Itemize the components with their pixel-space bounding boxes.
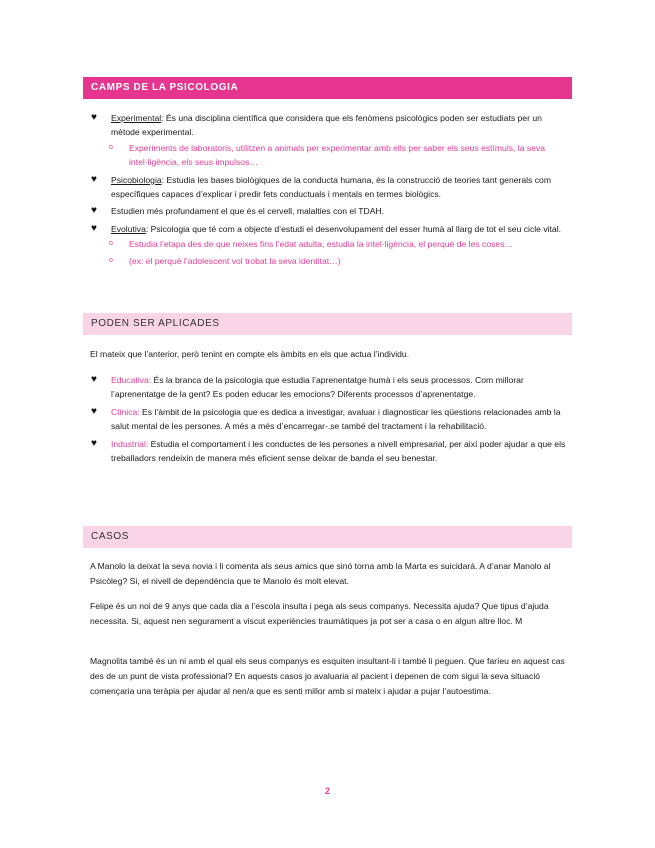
aplicades-list bbox=[91, 373, 569, 468]
section-header-camps: CAMPS DE LA PSICOLOGIA bbox=[83, 77, 572, 99]
cas-magnolita: Magnolita també és un ni amb el qual els seus companys es esquiten insultant-li i també li peguen. Que faríeu en aquest cas des de un punt de vista professional? En aquests casos jo avaluaria al pacient i depenen de com sigui la seva situació començaria una teràpia per ajudar al nen/a que es senti millor amb si mateix i ajudar a pujar l’autoestima. bbox=[90, 656, 565, 696]
list-item-educativa bbox=[91, 373, 569, 402]
section-header-aplicades: PODEN SER APLICADES bbox=[83, 313, 572, 335]
list-item-cervell bbox=[91, 204, 569, 218]
circle-icon: o bbox=[109, 143, 113, 151]
sub-item-text: Estudia l’etapa des de que neixes fins l’edat adulta, estudia la intel·ligència, el perquè de les coses… bbox=[129, 239, 514, 250]
heart-icon: ♥ bbox=[91, 173, 97, 185]
term-psicobiologia: Psicobiologia bbox=[111, 174, 162, 185]
page-number: 2 bbox=[324, 786, 330, 796]
section-header-casos: CASOS bbox=[83, 526, 572, 548]
list-item-evolutiva bbox=[91, 222, 569, 268]
list-item-psicobiologia bbox=[91, 173, 569, 202]
term-educativa: Educativa: bbox=[111, 375, 152, 385]
item-text: Estudia el comportament i les conductes de les persones a nivell empresarial, per així poder ajudar a que els treballadors rendeixin de manera més eficient sense deixar de banda el seu benestar. bbox=[111, 438, 566, 464]
cas-felipe: Felipe és un noi de 9 anys que cada dia a l’escola insulta i pega als seus companys. Necessita ajuda? Que tipus d’ajuda necessita. Si, aquest nen segurament a viscut experiències traumàtiques ja pot ser a casa o en algun altre lloc. M bbox=[90, 601, 549, 626]
list-item-experimental bbox=[91, 111, 569, 170]
camps-list bbox=[91, 111, 569, 271]
list-item-clinica bbox=[91, 405, 569, 434]
heart-icon: ♥ bbox=[91, 437, 97, 449]
heart-icon: ♥ bbox=[91, 222, 97, 234]
sub-item bbox=[109, 237, 569, 251]
item-text: És la branca de la psicologia que estudia l’aprenentatge humà i els seus processos. Com millorar l’aprenentatge de la gent? Es poden educar les emocions? Diferents processos d’aprenentatge. bbox=[111, 375, 524, 400]
term-experimental: Experimental bbox=[111, 113, 162, 123]
list-item-industrial bbox=[91, 437, 569, 466]
item-text: Estudien més profundament el que és el cervell, malalties con el TDAH. bbox=[111, 206, 385, 217]
sub-item bbox=[109, 254, 569, 268]
heart-icon: ♥ bbox=[91, 405, 97, 417]
term-industrial: Industrial: bbox=[111, 438, 149, 449]
item-text: : És una disciplina científica que considera que els fenòmens psicològics poden ser estudiats per un mètode experimental. bbox=[111, 113, 542, 138]
item-text: : Estudia les bases biològiques de la conducta humana, és la construcció de teories tant generals com específiques capaces d’explicar i predir fets conductuals i mentals en termes biològics. bbox=[111, 174, 551, 200]
sub-item-text: (ex: el perquè l’adolescent vol trobat la seva identitat…) bbox=[129, 255, 341, 266]
sub-item-text: Experiments de laboratoris, utilitzen a animals per experimentar amb ells per saber els seus estímuls, la seva intel·ligència, els seus impulsos… bbox=[129, 142, 546, 168]
circle-icon: o bbox=[109, 240, 113, 248]
sub-item bbox=[109, 141, 569, 170]
heart-icon: ♥ bbox=[91, 374, 97, 385]
item-text: Es l’àmbit de la psicologia que es dedica a investigar, avaluar i diagnosticar les qüestions relacionades amb la salut mental de les persones. A més a més d’encarregar-.se també del tractament i la rehabilitació. bbox=[111, 406, 561, 432]
aplicades-intro: El mateix que l’anterior, però tenint en compte els àmbits en els que actua l’individu. bbox=[90, 349, 410, 359]
term-clinica: Clínica: bbox=[111, 406, 140, 417]
cas-manolo: A Manolo la deixat la seva novia i li comenta als seus amics que sinó torna amb la Marta es suicidarà. A d’anar Manolo al Psicòleg? Si, el nivell de dependència que te Manolo és molt elevat. bbox=[90, 561, 551, 586]
heart-icon: ♥ bbox=[91, 205, 97, 217]
term-evolutiva: Evolutiva bbox=[111, 223, 146, 234]
sub-list bbox=[111, 237, 569, 268]
circle-icon: o bbox=[109, 256, 113, 264]
item-text: : Psicologia que té com a objecte d’estudi el desenvolupament del esser humà al llarg de tot el seu cicle vital. bbox=[145, 223, 561, 234]
sub-list bbox=[111, 141, 569, 170]
heart-icon: ♥ bbox=[91, 112, 97, 123]
